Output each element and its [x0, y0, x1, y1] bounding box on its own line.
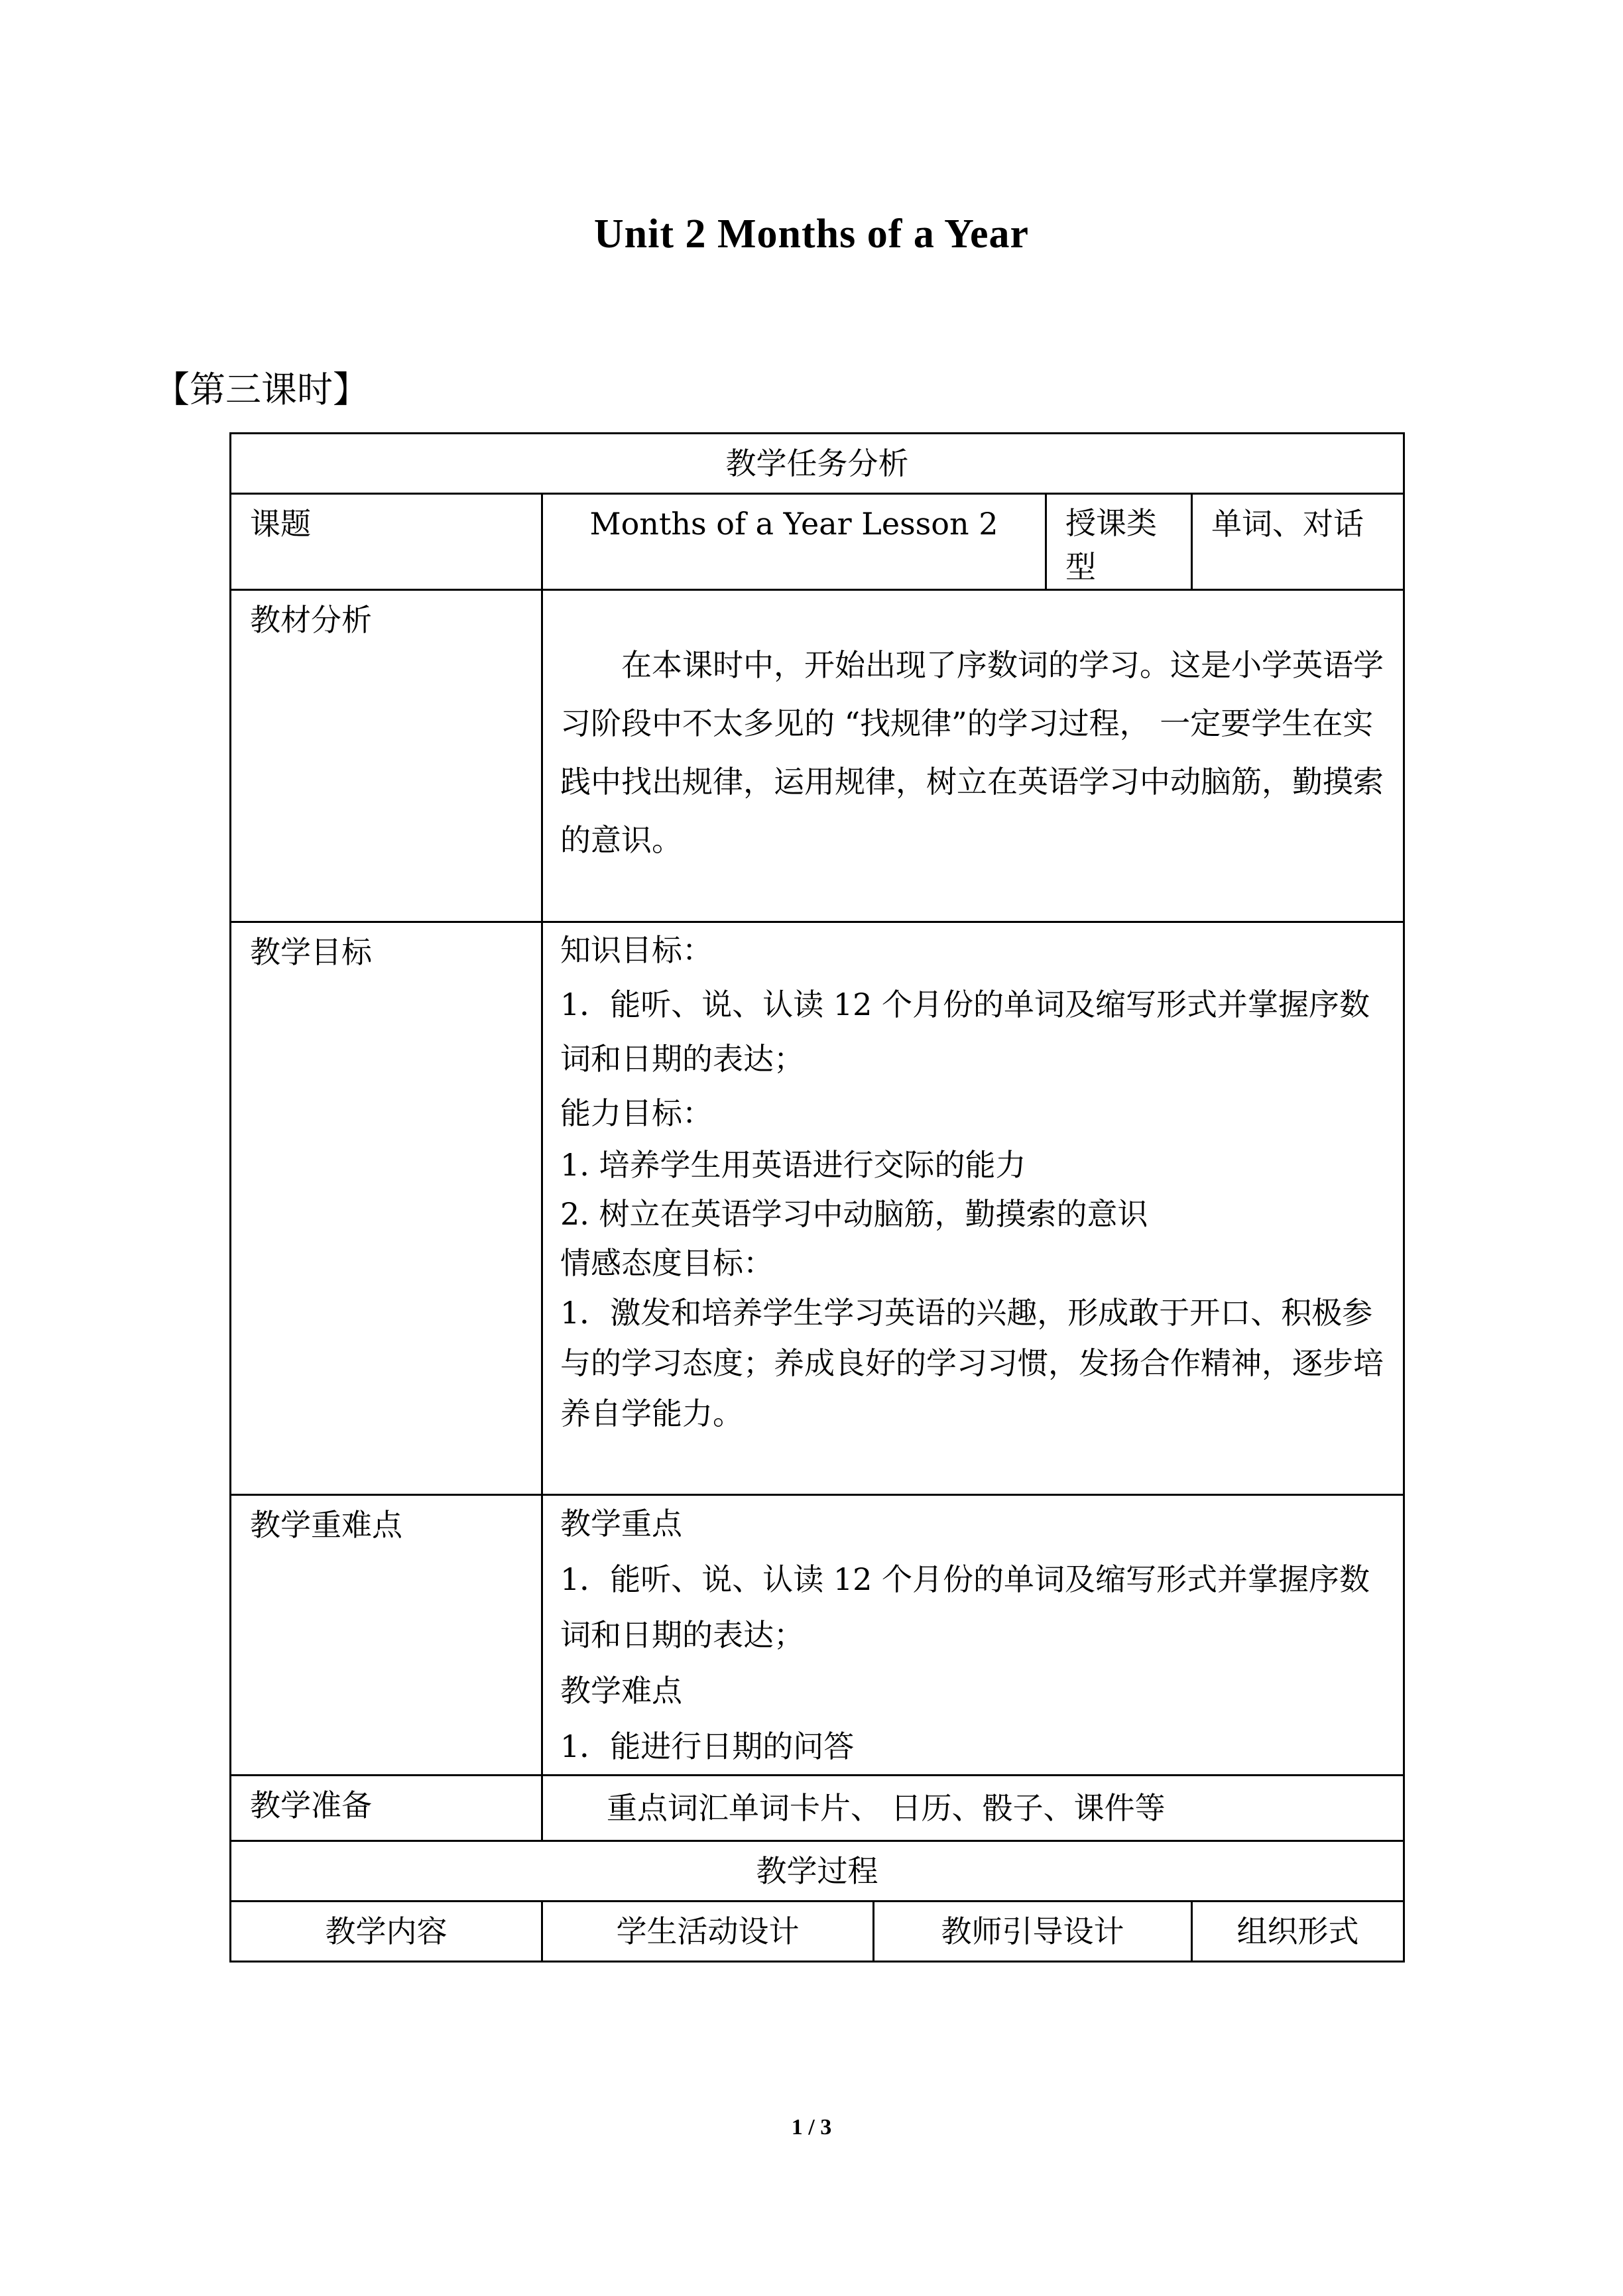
- type-label: 授课类型: [1046, 494, 1192, 590]
- process-header-row: [231, 1841, 1404, 1902]
- topic-row: [231, 494, 1404, 590]
- column-student-activity: 学生活动设计: [542, 1902, 874, 1962]
- topic-value: Months of a Year Lesson 2: [542, 494, 1046, 590]
- page-number: 1 / 3: [791, 2115, 832, 2140]
- goals-emotion-heading: 情感态度目标：: [560, 1245, 774, 1281]
- goals-row: [231, 922, 1404, 1495]
- goals-cell: [542, 922, 1404, 1495]
- goals-label: 教学目标: [231, 922, 542, 1495]
- analysis-cell: [542, 590, 1404, 922]
- keypoints-label: 教学重难点: [231, 1495, 542, 1776]
- keypoints-row: [231, 1495, 1404, 1776]
- goals-emotion-item: 1．激发和培养学生学习英语的兴趣，形成敢于开口、积极参与的学习态度；养成良好的学习习惯，发扬合作精神，逐步培养自学能力。: [560, 1295, 1384, 1431]
- analysis-row: [231, 590, 1404, 922]
- difficult-point-item: 1．能进行日期的问答: [560, 1728, 855, 1764]
- prep-row: [231, 1776, 1404, 1841]
- keypoints-cell: [542, 1495, 1404, 1776]
- lesson-tag: 【第三课时】: [154, 369, 369, 410]
- goals-ability-item-2: 2. 树立在英语学习中动脑筋，勤摸索的意识: [560, 1196, 1148, 1232]
- process-header: 教学过程: [231, 1841, 1404, 1902]
- prep-label: 教学准备: [231, 1776, 542, 1841]
- goals-knowledge-heading: 知识目标：: [560, 932, 713, 968]
- goals-knowledge-item: 1．能听、说、认读 12 个月份的单词及缩写形式并掌握序数词和日期的表达；: [560, 987, 1370, 1077]
- goals-ability-heading: 能力目标：: [560, 1095, 713, 1131]
- prep-value: 重点词汇单词卡片、 日历、骰子、课件等: [542, 1776, 1404, 1841]
- column-content: 教学内容: [231, 1902, 542, 1962]
- topic-label: 课题: [231, 494, 542, 590]
- column-teacher-guidance: 教师引导设计: [874, 1902, 1192, 1962]
- difficult-point-heading: 教学难点: [560, 1673, 682, 1709]
- header-row: [231, 434, 1404, 494]
- type-value: 单词、对话: [1192, 494, 1404, 590]
- table-header: 教学任务分析: [231, 434, 1404, 494]
- column-organization: 组织形式: [1192, 1902, 1404, 1962]
- lesson-plan-table: [229, 432, 1405, 1963]
- document-title: Unit 2 Months of a Year: [593, 211, 1030, 257]
- goals-ability-item-1: 1. 培养学生用英语进行交际的能力: [560, 1147, 1026, 1183]
- key-point-item: 1．能听、说、认读 12 个月份的单词及缩写形式并掌握序数词和日期的表达；: [560, 1561, 1370, 1653]
- analysis-text: 在本课时中，开始出现了序数词的学习。这是小学英语学习阶段中不太多见的 “找规律”的学习过程， 一定要学生在实践中找出规律，运用规律，树立在英语学习中动脑筋，勤摸索的意识。: [560, 647, 1384, 858]
- analysis-label: 教材分析: [231, 590, 542, 922]
- process-columns-row: [231, 1902, 1404, 1962]
- key-point-heading: 教学重点: [560, 1506, 682, 1541]
